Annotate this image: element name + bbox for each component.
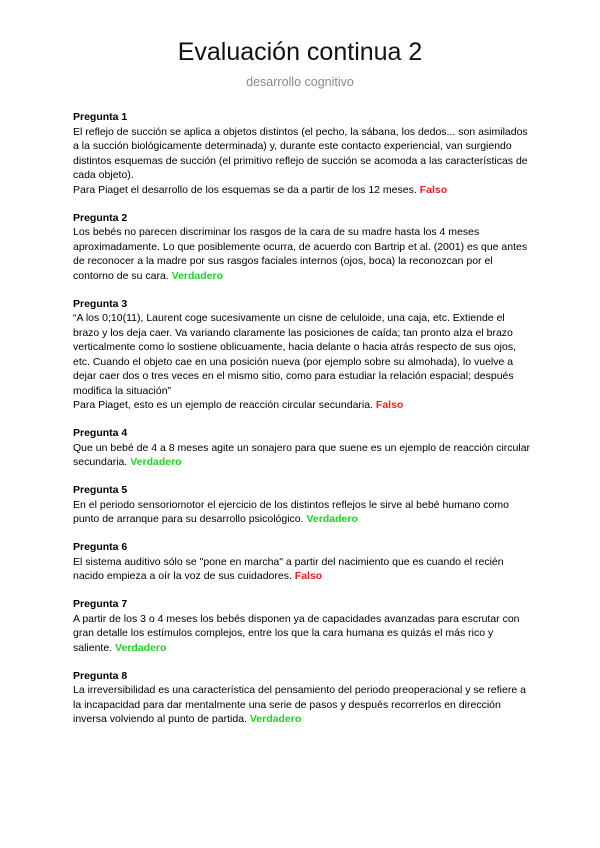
questions-list bbox=[73, 110, 533, 740]
question-body bbox=[73, 441, 533, 470]
question-heading: Pregunta 2 bbox=[73, 211, 128, 224]
answer-label: Falso bbox=[294, 570, 323, 582]
question-block bbox=[73, 297, 533, 413]
question-paragraph bbox=[73, 683, 533, 727]
question-body bbox=[73, 498, 533, 527]
page-title: Evaluación continua 2 bbox=[177, 38, 423, 66]
question-block bbox=[73, 669, 533, 727]
answer-label: Verdadero bbox=[115, 641, 167, 654]
question-heading: Pregunta 4 bbox=[73, 427, 128, 439]
question-text: Los bebés no parecen discriminar los rasgos de la cara de su madre hasta los 4 meses aproximadamente. Lo que posiblemente ocurra, de acuerdo con Bartrip et al. (2001) es que antes de reconocer a la madre por sus rasgos faciales internos (ojos, boca) la reconozcan por el contorno de su cara. bbox=[73, 226, 528, 282]
question-text: A partir de los 3 o 4 meses los bebés disponen ya de capacidades avanzadas para escrutar con gran detalle los estímulos complejos, entre los que la cara humana es quizás el más rico y saliente. bbox=[73, 612, 520, 654]
question-paragraph bbox=[73, 225, 533, 283]
question-text: “A los 0;10(11), Laurent coge sucesivamente un cisne de celuloide, una caja, etc. Extiende el brazo y los deja caer. Va variando claramente las posiciones de caída; tan pronto alza el brazo verticalmente como lo sostiene oblicuamente, hacia delante o hacia atrás respecto de sus ojos, etc. Cuando el objeto cae en una posición nueva (por ejemplo sobre su almohada), lo vuelve a dejar caer dos o tres veces en el mismo sitio, como para estudiar la relación espacial; después modifica la situación” bbox=[73, 312, 516, 397]
question-body bbox=[73, 612, 533, 656]
question-block bbox=[73, 426, 533, 470]
question-text: El reflejo de succión se aplica a objetos distintos (el pecho, la sábana, los dedos... son asimilados a la succión biológicamente determinada) y, durante este contacto experiencial, van surgiendo distintos esquemas de succión (el primitivo reflejo de succión se acomoda a las características de cada objeto). bbox=[73, 125, 528, 181]
question-paragraph bbox=[73, 125, 533, 183]
question-body bbox=[73, 125, 533, 198]
answer-label: Verdadero bbox=[130, 456, 182, 468]
question-paragraph bbox=[73, 441, 533, 470]
question-paragraph bbox=[73, 398, 533, 413]
answer-label: Verdadero bbox=[249, 713, 302, 725]
question-heading: Pregunta 8 bbox=[73, 669, 128, 682]
question-paragraph bbox=[73, 311, 533, 398]
answer-label: Verdadero bbox=[171, 269, 224, 282]
question-heading: Pregunta 3 bbox=[73, 297, 128, 310]
question-block bbox=[73, 483, 533, 527]
answer-label: Falso bbox=[375, 399, 404, 411]
question-block bbox=[73, 110, 533, 197]
question-body bbox=[73, 555, 533, 584]
question-heading: Pregunta 5 bbox=[73, 484, 128, 496]
question-heading: Pregunta 7 bbox=[73, 598, 128, 610]
question-paragraph bbox=[73, 183, 533, 198]
answer-label: Falso bbox=[419, 183, 448, 196]
question-paragraph bbox=[73, 555, 533, 584]
answer-label: Verdadero bbox=[306, 513, 358, 525]
question-text: Para Piaget, esto es un ejemplo de reacción circular secundaria. bbox=[73, 399, 373, 411]
page-subtitle: desarrollo cognitivo bbox=[246, 75, 354, 89]
question-block bbox=[73, 211, 533, 284]
question-body bbox=[73, 225, 533, 283]
question-heading: Pregunta 1 bbox=[73, 111, 128, 123]
question-heading: Pregunta 6 bbox=[73, 541, 128, 553]
question-text: El sistema auditivo sólo se "pone en marcha" a partir del nacimiento que es cuando el recién nacido empieza a oír la voz de sus cuidadores. bbox=[73, 555, 504, 582]
question-text: Para Piaget el desarrollo de los esquemas se da a partir de los 12 meses. bbox=[73, 183, 417, 196]
question-paragraph bbox=[73, 612, 533, 656]
question-paragraph bbox=[73, 498, 533, 527]
question-body bbox=[73, 683, 533, 727]
question-text: En el periodo sensoriomotor el ejercicio de los distintos reflejos le sirve al bebé humano como punto de arranque para su desarrollo psicológico. bbox=[73, 498, 509, 525]
question-block bbox=[73, 540, 533, 584]
question-text: La irreversibilidad es una característica del pensamiento del periodo preoperacional y se refiere a la incapacidad para dar mentalmente una serie de pasos y después recorrerlos en dirección inversa volviendo al punto de partida. bbox=[73, 684, 526, 725]
question-text: Que un bebé de 4 a 8 meses agite un sonajero para que suene es un ejemplo de reacción circular secundaria. bbox=[73, 441, 531, 468]
question-block bbox=[73, 597, 533, 655]
question-body bbox=[73, 311, 533, 413]
